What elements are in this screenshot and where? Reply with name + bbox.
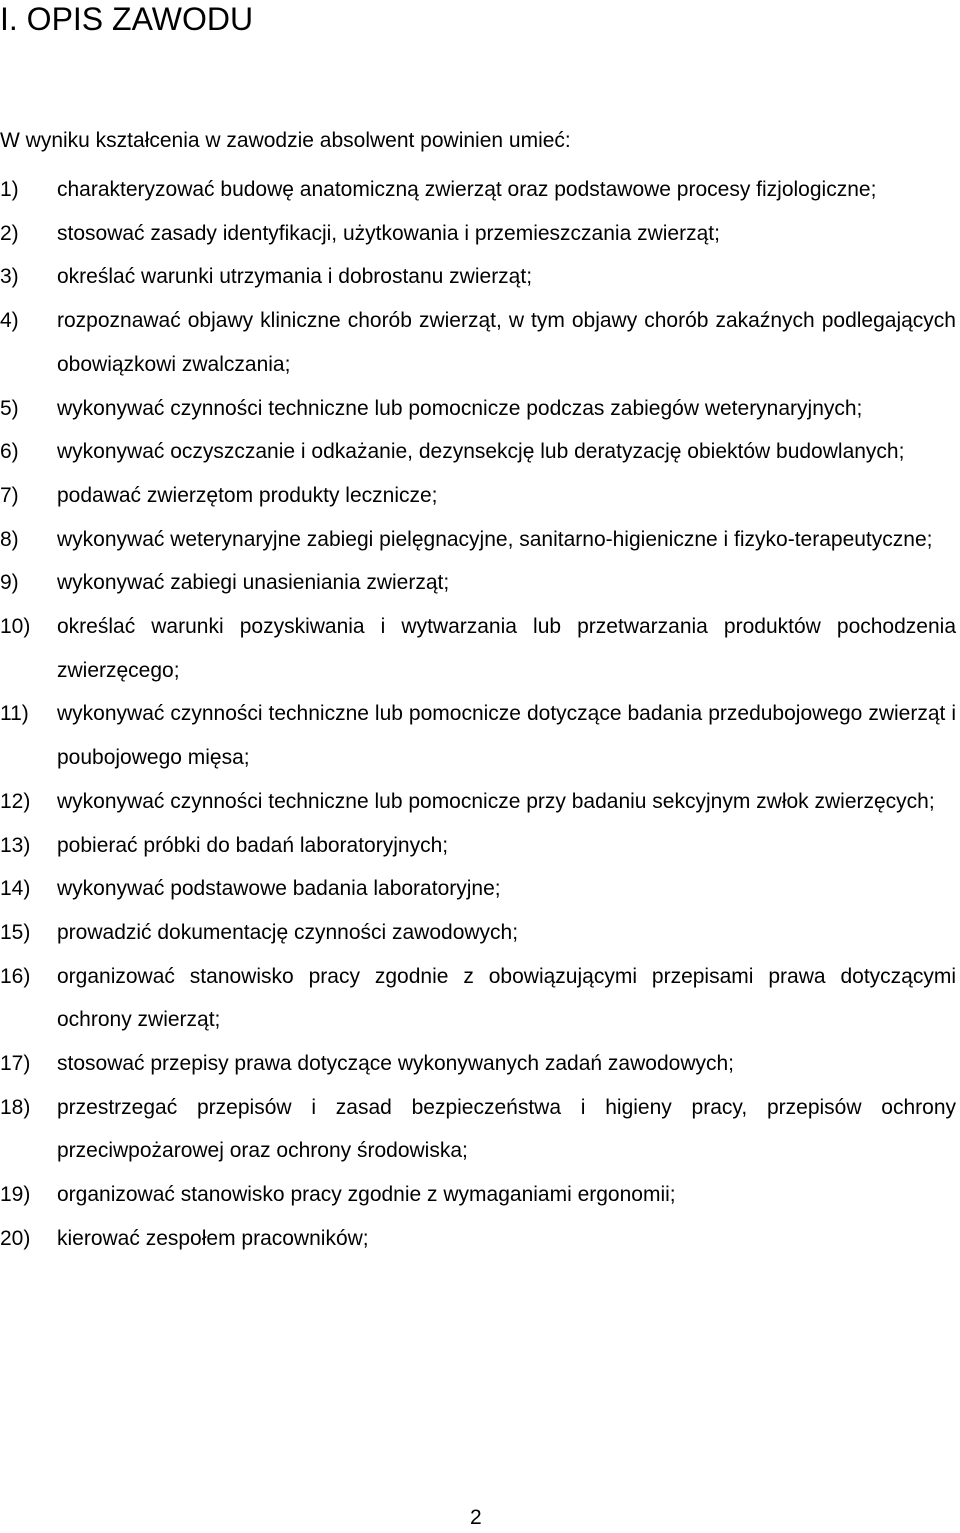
item-number: 13) [0,833,31,857]
list-item [0,1042,956,1086]
list-item [0,1173,956,1217]
item-number: 12) [0,789,31,813]
item-text: wykonywać weterynaryjne zabiegi pielęgnacyjne, sanitarno-higieniczne i fizyko-terapeutyczne; [57,527,933,551]
item-text: wykonywać czynności techniczne lub pomocnicze przy badaniu sekcyjnym zwłok zwierzęcych; [57,789,935,813]
list-item [0,299,956,386]
item-text: wykonywać podstawowe badania laboratoryjne; [57,877,501,901]
item-text: określać warunki pozyskiwania i wytwarzania lub przetwarzania produktów pochodzenia zwierzęcego; [57,615,956,682]
item-number: 10) [0,615,31,639]
item-number: 8) [0,527,19,551]
list-item [0,824,956,868]
list-item [0,1086,956,1173]
list-item [0,168,956,212]
item-text: organizować stanowisko pracy zgodnie z wymaganiami ergonomii; [57,1183,676,1207]
item-text: określać warunki utrzymania i dobrostanu zwierząt; [57,265,533,289]
item-text: prowadzić dokumentację czynności zawodowych; [57,920,519,944]
item-number: 19) [0,1183,31,1207]
item-number: 9) [0,571,19,595]
item-number: 20) [0,1226,31,1250]
item-text: wykonywać oczyszczanie i odkażanie, dezynsekcję lub deratyzację obiektów budowlanych; [57,440,905,464]
list-item [0,780,956,824]
list-item [0,561,956,605]
item-text: stosować przepisy prawa dotyczące wykonywanych zadań zawodowych; [57,1052,734,1076]
list-item [0,387,956,431]
item-text: przestrzegać przepisów i zasad bezpieczeństwa i higieny pracy, przepisów ochrony przeciwpożarowej oraz ochrony środowiska; [57,1095,956,1163]
item-number: 3) [0,265,19,289]
list-item [0,1217,956,1261]
item-text: stosować zasady identyfikacji, użytkowania i przemieszczania zwierząt; [57,221,720,245]
intro-text: W wyniku kształcenia w zawodzie absolwent powinien umieć: [0,129,571,152]
list-item [0,212,956,256]
list-item [0,867,956,911]
list-item [0,255,956,299]
page-title: I. OPIS ZAWODU [0,1,254,37]
item-number: 14) [0,877,31,901]
item-number: 4) [0,309,19,333]
item-number: 5) [0,396,19,420]
item-number: 11) [0,702,29,726]
list-item [0,955,956,1042]
item-text: pobierać próbki do badań laboratoryjnych; [57,833,449,857]
item-number: 16) [0,964,31,988]
skills-list [0,168,956,1261]
item-text: organizować stanowisko pracy zgodnie z obowiązującymi przepisami prawa dotyczącymi ochrony zwierząt; [57,964,956,1032]
item-text: rozpoznawać objawy kliniczne chorób zwierząt, w tym objawy chorób zakaźnych podlegających obowiązkowi zwalczania; [57,309,956,376]
list-item [0,692,956,779]
page-number: 2 [470,1506,482,1529]
list-item [0,605,956,692]
item-number: 1) [0,178,19,201]
list-item [0,518,956,562]
item-text: kierować zespołem pracowników; [57,1226,369,1250]
item-number: 6) [0,440,19,464]
item-number: 15) [0,920,31,944]
item-number: 17) [0,1052,31,1076]
item-text: podawać zwierzętom produkty lecznicze; [57,483,438,507]
list-item [0,430,956,474]
item-number: 7) [0,483,19,507]
item-text: wykonywać czynności techniczne lub pomocnicze dotyczące badania przedubojowego zwierząt i poubojowego mięsa; [57,702,956,770]
list-item [0,474,956,518]
list-item [0,911,956,955]
item-text: wykonywać czynności techniczne lub pomocnicze podczas zabiegów weterynaryjnych; [57,396,863,420]
item-number: 2) [0,221,19,245]
item-number: 18) [0,1095,31,1119]
item-text: wykonywać zabiegi unasieniania zwierząt; [57,571,450,595]
item-text: charakteryzować budowę anatomiczną zwierząt oraz podstawowe procesy fizjologiczne; [57,178,877,201]
